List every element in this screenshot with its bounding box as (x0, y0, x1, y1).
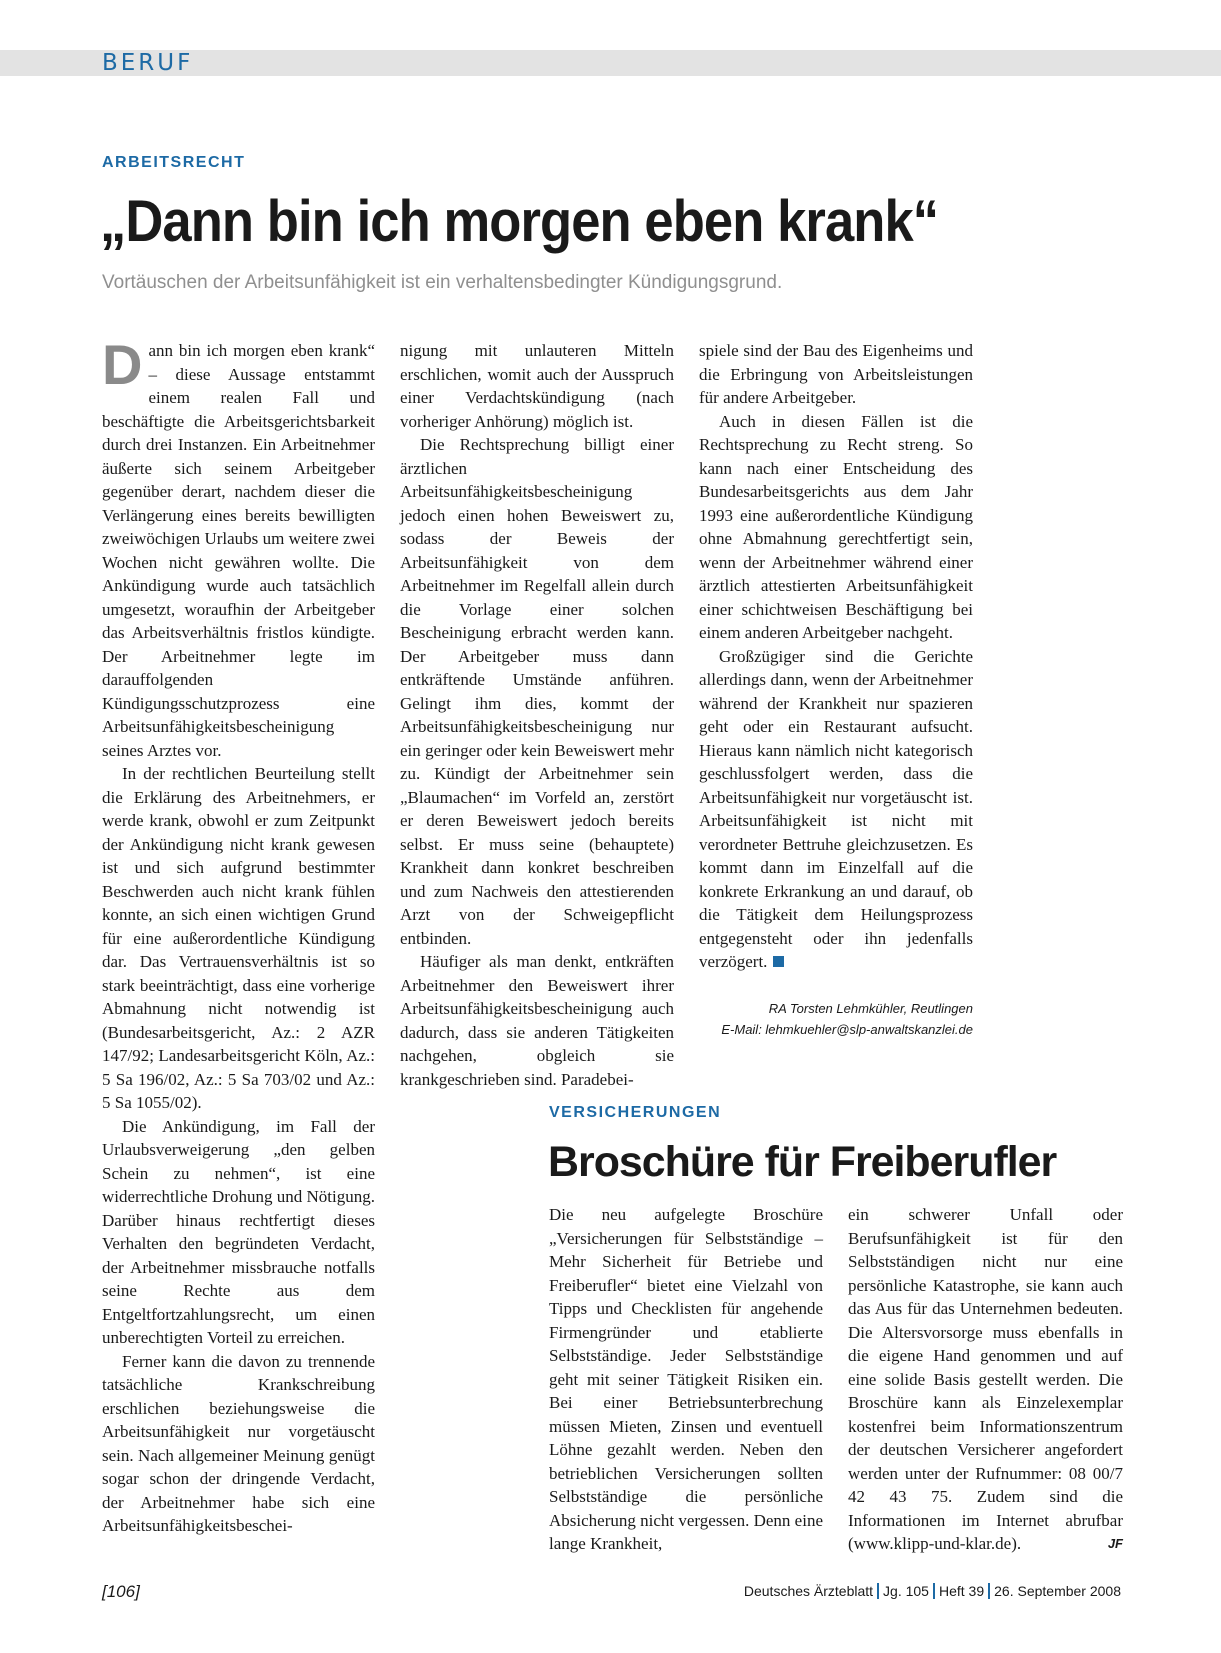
article1-col3-para3: Großzügiger sind die Gerichte allerdings dann, wenn der Arbeitnehmer während der Krankheit nur spazieren geht oder ein Restaurant aufsucht. Hieraus kann nämlich nicht kategorisch geschlussfolgert werden, dass die Arbeitsunfähigkeit nur vorgetäuscht ist. Arbeitsunfähigkeit ist nicht mit verordneter Bettruhe gleichzusetzen. Es kommt dann im Einzelfall auf die konkrete Erkrankung an und darauf, ob die Tätigkeit dem Heilungsprozess entgegensteht oder ihn jedenfalls verzögert. (699, 646, 973, 971)
article1-col1-para3: Die Ankündigung, im Fall der Urlaubsverweigerung „den gelben Schein zu nehmen“, ist eine widerrechtliche Drohung und Nötigung. Darüber hinaus rechtfertigt dieses Verhalten den begründeten Verdacht, der Arbeitnehmer missbrauche notfalls seine Rechte aus dem Entgeltfortzahlungsrecht, um einen unberechtigten Vorteil zu erreichen. (102, 1116, 375, 1347)
journal-date: 26. September 2008 (994, 1583, 1121, 1599)
article1-column-1 (102, 333, 375, 1538)
footer-separator (933, 1583, 935, 1599)
article1-col3-para1: spiele sind der Bau des Eigenheims und die Erbringung von Arbeitsleistungen für andere Arbeitgeber. (699, 341, 973, 407)
author-email: E-Mail: lehmkuehler@slp-anwaltskanzlei.de (721, 1022, 973, 1037)
article1-kicker: ARBEITSRECHT (102, 154, 246, 171)
article1-col2-para1: nigung mit unlauteren Mitteln erschlichen, womit auch der Ausspruch einer Verdachtskündigung (nach vorheriger Anhörung) möglich ist. (400, 341, 674, 431)
article1-col2-para2: Die Rechtsprechung billigt einer ärztlichen Arbeitsunfähigkeitsbescheinigung jedoch einen hohen Beweiswert zu, sodass der Beweis der Arbeitsunfähigkeit von dem Arbeitnehmer im Regelfall allein durch die Vorlage einer solchen Bescheinigung erbracht werden kann. Der Arbeitgeber muss dann entkräftende Umstände anführen. Gelingt ihm dies, kommt der Arbeitsunfähigkeitsbescheinigung nur ein geringer oder kein Beweiswert mehr zu. Kündigt der Arbeitnehmer sein „Blaumachen“ im Vorfeld an, zerstört er deren Beweiswert jedoch bereits selbst. Er muss seine (behauptete) Krankheit dann konkret beschreiben und zum Nachweis den attestierenden Arzt von der Schweigepflicht entbinden. (400, 435, 674, 948)
end-of-article-mark (773, 956, 784, 967)
journal-volume: Jg. 105 (883, 1583, 929, 1599)
dropcap: D (102, 333, 143, 396)
journal-name: Deutsches Ärzteblatt (743, 1583, 874, 1599)
article1-col3-para2: Auch in diesen Fällen ist die Rechtsprechung zu Recht streng. So kann nach einer Entscheidung des Bundesarbeitsgerichts aus dem Jahr 1993 eine außerordentliche Kündigung ohne Abmahnung gerechtfertigt sein, wenn der Arbeitnehmer während einer ärztlich attestierten Arbeitsunfähigkeit einer schichtweisen Beschäftigung bei einem anderen Arbeitgeber nachgeht. (699, 411, 973, 642)
footer-separator (877, 1583, 879, 1599)
article1-col1-para1: Dann bin ich morgen eben krank“ – diese Aussage entstammt einem realen Fall und beschäftigte die Arbeitsgerichtsbarkeit durch drei Instanzen. Ein Arbeitnehmer äußerte sich seinem Arbeitgeber gegenüber derart, nachdem dieser die Verlängerung eines bereits bewilligten zweiwöchigen Urlaubs um weitere zwei Wochen nicht gewähren wollte. Die Ankündigung wurde auch tatsächlich umgesetzt, woraufhin der Arbeitgeber das Arbeitsverhältnis fristlos kündigte. Der Arbeitnehmer legte im darauffolgenden Kündigungsschutzprozess eine Arbeitsunfähigkeitsbescheinigung seines Arztes vor. (102, 333, 375, 760)
article1-headline: „Dann bin ich morgen eben krank“ (100, 189, 939, 254)
journal-issue: Heft 39 (938, 1583, 985, 1599)
author-name: RA Torsten Lehmkühler, Reutlingen (768, 1001, 973, 1016)
article1-column-3 (699, 339, 973, 974)
section-label: BERUF (102, 50, 194, 76)
article1-col1-para4: Ferner kann die davon zu trennende tatsächliche Krankschreibung erschlichen beziehungsweise die Arbeitsunfähigkeit nur vorgetäuscht sein. Nach allgemeiner Meinung genügt sogar schon der dringende Verdacht, der Arbeitnehmer habe sich eine Arbeitsunfähigkeitsbeschei- (102, 1351, 375, 1535)
page-number: [106] (102, 1582, 140, 1601)
article1-column-2 (400, 339, 674, 1091)
author-initials: JF (1107, 1536, 1123, 1551)
article2-column-2 (848, 1203, 1123, 1556)
journal-footer (744, 1583, 1121, 1599)
article1-col1-para2: In der rechtlichen Beurteilung stellt die Erklärung des Arbeitnehmers, er werde krank, obwohl er zum Zeitpunkt der Ankündigung nicht krank gewesen ist und sich aufgrund bestimmter Beschwerden auch nicht krank fühlen konnte, an sich einen wichtigen Grund für eine außerordentliche Kündigung dar. Das Vertrauensverhältnis ist so stark beeinträchtigt, dass eine vorherige Abmahnung nicht notwendig ist (Bundesarbeitsgericht, Az.: 2 AZR 147/92; Landesarbeitsgericht Köln, Az.: 5 Sa 196/02, Az.: 5 Sa 703/02 und Az.: 5 Sa 1055/02). (102, 764, 375, 1112)
article1-subtitle: Vortäuschen der Arbeitsunfähigkeit ist ein verhaltensbedingter Kündigungsgrund. (102, 272, 783, 293)
article2-col2-para: ein schwerer Unfall oder Berufsunfähigkeit ist für den Selbstständigen nicht nur eine persönliche Katastrophe, sie kann auch das Aus für das Unternehmen bedeuten. Die Altersvorsorge muss ebenfalls in die eigene Hand genommen und auf eine solide Basis gestellt werden. Die Broschüre kann als Einzelexemplar kostenfrei beim Informationszentrum der deutschen Versicherer angefordert werden unter der Rufnummer: 08 00/7 42 43 75. Zudem sind die Informationen im Internet abrufbar (www.klipp-und-klar.de). JF (848, 1203, 1123, 1556)
article1-col2-para3: Häufiger als man denkt, entkräften Arbeitnehmer den Beweiswert ihrer Arbeitsunfähigkeitsbescheinigung auch dadurch, dass sie anderen Tätigkeiten nachgehen, obgleich sie krankgeschrieben sind. Paradebei- (400, 952, 674, 1089)
article2-col1-para: Die neu aufgelegte Broschüre „Versicherungen für Selbstständige – Mehr Sicherheit für Betriebe und Freiberufler“ bietet eine Vielzahl von Tipps und Checklisten für angehende Firmengründer und etablierte Selbstständige. Jeder Selbstständige geht mit seiner Tätigkeit Risiken ein. Bei einer Betriebsunterbrechung müssen Mieten, Zinsen und eventuell Löhne gezahlt werden. Neben den betrieblichen Versicherungen sollten Selbstständige die persönliche Absicherung nicht vergessen. Denn eine lange Krankheit, (549, 1205, 823, 1553)
article2-column-1 (549, 1203, 823, 1556)
article2-kicker: VERSICHERUNGEN (549, 1104, 722, 1121)
footer-separator (988, 1583, 990, 1599)
section-header-bar (0, 50, 1221, 76)
article1-author-block (700, 998, 973, 1040)
article2-headline: Broschüre für Freiberufler (548, 1138, 1057, 1186)
